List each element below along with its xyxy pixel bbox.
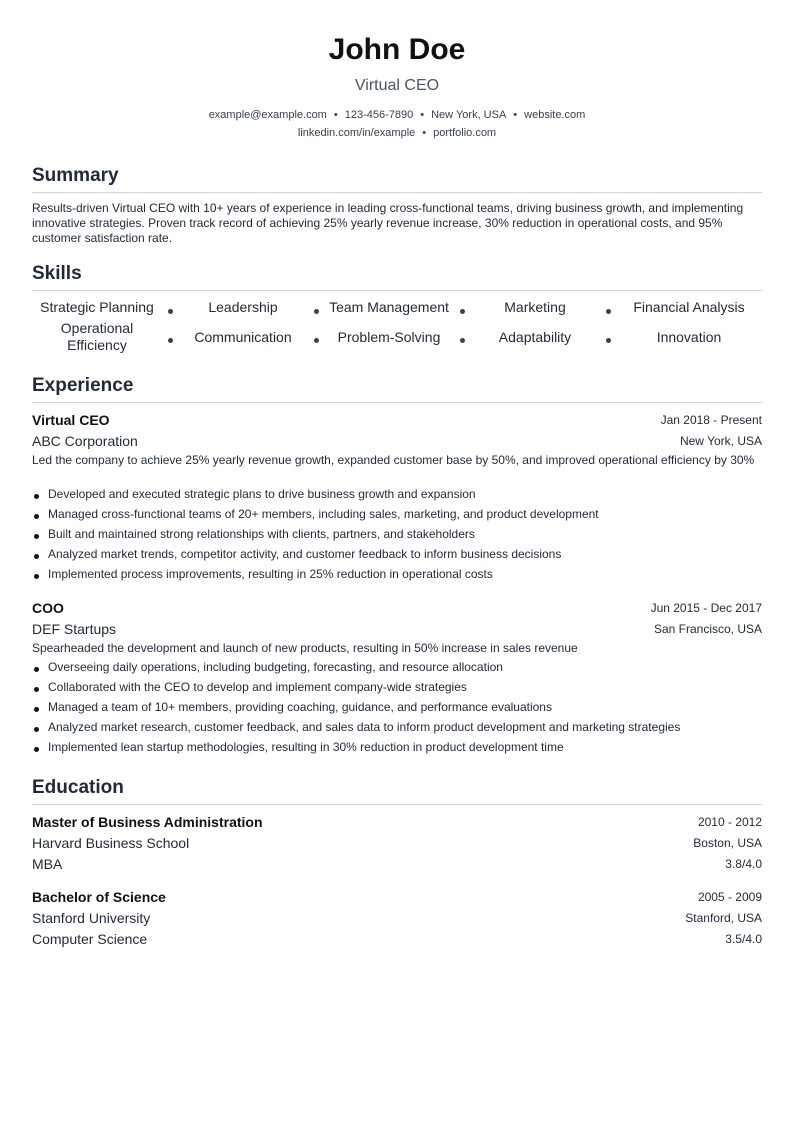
bullet-text: Managed cross-functional teams of 20+ members, including sales, marketing, and product development [48,507,599,521]
list-item [32,677,762,697]
bullet-text: Managed a team of 10+ members, providing coaching, guidance, and performance evaluations [48,700,552,714]
job-description: Spearheaded the development and launch of new products, resulting in 50% increase in sales revenue [32,641,578,655]
skills-heading: Skills [32,263,82,284]
job-location: San Francisco, USA [653,622,762,636]
gpa-text: 3.8/4.0 [725,857,762,871]
field-of-study: MBA [32,856,63,872]
section-divider [32,804,762,805]
bullet-dot [34,747,39,752]
skill-item: Financial Analysis [633,299,745,315]
job-bullet-list [32,484,762,584]
list-item [32,737,762,757]
skills-row [32,320,762,356]
job-company: ABC Corporation [32,433,138,449]
bullet-dot [34,574,39,579]
linkedin-link[interactable]: linkedin.com/in/example [297,127,416,139]
separator-dot: • [420,109,425,121]
contact-line-primary [32,108,762,122]
skill-item: Problem-Solving [337,329,441,345]
contact-line-secondary [32,126,762,140]
location-text: New York, USA [431,109,507,121]
bullet-text: Overseeing daily operations, including budgeting, forecasting, and resource allocation [48,660,503,674]
skill-separator-dot [460,338,465,343]
separator-dot: • [333,109,338,121]
list-item [32,717,762,737]
bullet-text: Built and maintained strong relationships with clients, partners, and stakeholders [48,527,475,541]
bullet-dot [34,494,39,499]
skill-item: Strategic Planning [40,299,154,315]
list-item [32,657,762,677]
job-location: New York, USA [679,434,762,448]
bullet-text: Analyzed market trends, competitor activity, and customer feedback to inform business decisions [48,547,562,561]
bullet-text: Collaborated with the CEO to develop and implement company-wide strategies [48,680,467,694]
bullet-text: Developed and executed strategic plans to drive business growth and expansion [48,487,476,501]
bullet-text: Implemented process improvements, resulting in 25% reduction in operational costs [48,567,493,581]
skill-separator-dot [168,338,173,343]
skill-item: Operational Efficiency [60,320,134,353]
degree-title: Master of Business Administration [32,814,263,830]
separator-dot: • [513,109,518,121]
job-dates: Jun 2015 - Dec 2017 [650,601,762,615]
skill-separator-dot [606,338,611,343]
separator-dot: • [422,127,427,139]
school-location: Stanford, USA [685,911,762,925]
summary-text: Results-driven Virtual CEO with 10+ years of experience in leading cross-functional teams, driving business growth, and implementing innovative strategies. Proven track record of achieving 25% yearly revenue increase, 30% reduction in operational costs, and 95% customer satisfaction rate. [32,201,744,245]
bullet-dot [34,727,39,732]
portfolio-link[interactable]: portfolio.com [433,127,497,139]
skill-separator-dot [168,309,173,314]
job-description: Led the company to achieve 25% yearly revenue growth, expanded customer base by 50%, and improved operational efficiency by 30% [32,453,755,467]
skill-separator-dot [314,338,319,343]
section-divider [32,192,762,193]
bullet-dot [34,707,39,712]
skill-item: Communication [194,329,292,345]
skill-item: Marketing [504,299,566,315]
school-name: Harvard Business School [32,835,190,851]
school-location: Boston, USA [693,836,762,850]
summary-heading: Summary [32,165,119,186]
skill-separator-dot [460,309,465,314]
list-item [32,564,762,584]
bullet-dot [34,554,39,559]
job-title: COO [32,600,64,616]
skill-item: Team Management [329,299,449,315]
school-name: Stanford University [32,910,151,926]
skill-item: Innovation [656,329,722,345]
email-link[interactable]: example@example.com [208,109,327,121]
phone-text: 123-456-7890 [344,109,414,121]
skill-item: Leadership [208,299,278,315]
bullet-dot [34,534,39,539]
gpa-text: 3.5/4.0 [725,932,762,946]
skill-separator-dot [606,309,611,314]
job-bullet-list [32,657,762,757]
education-dates: 2005 - 2009 [697,890,762,904]
skill-item: Adaptability [498,329,572,345]
list-item [32,484,762,504]
job-company: DEF Startups [32,621,117,637]
field-of-study: Computer Science [32,931,148,947]
degree-title: Bachelor of Science [32,889,166,905]
job-dates: Jan 2018 - Present [660,413,762,427]
list-item [32,524,762,544]
list-item [32,504,762,524]
list-item [32,544,762,564]
experience-heading: Experience [32,375,134,396]
job-title: Virtual CEO [32,412,110,428]
skill-separator-dot [314,309,319,314]
candidate-role: Virtual CEO [354,77,440,94]
section-divider [32,290,762,291]
bullet-dot [34,667,39,672]
education-dates: 2010 - 2012 [697,815,762,829]
bullet-dot [34,687,39,692]
website-link[interactable]: website.com [524,109,586,121]
candidate-name: John Doe [328,33,466,66]
bullet-dot [34,514,39,519]
bullet-text: Analyzed market research, customer feedback, and sales data to inform product development and marketing strategies [48,720,681,734]
bullet-text: Implemented lean startup methodologies, resulting in 30% reduction in product development time [48,740,564,754]
education-heading: Education [32,777,124,798]
list-item [32,697,762,717]
section-divider [32,402,762,403]
